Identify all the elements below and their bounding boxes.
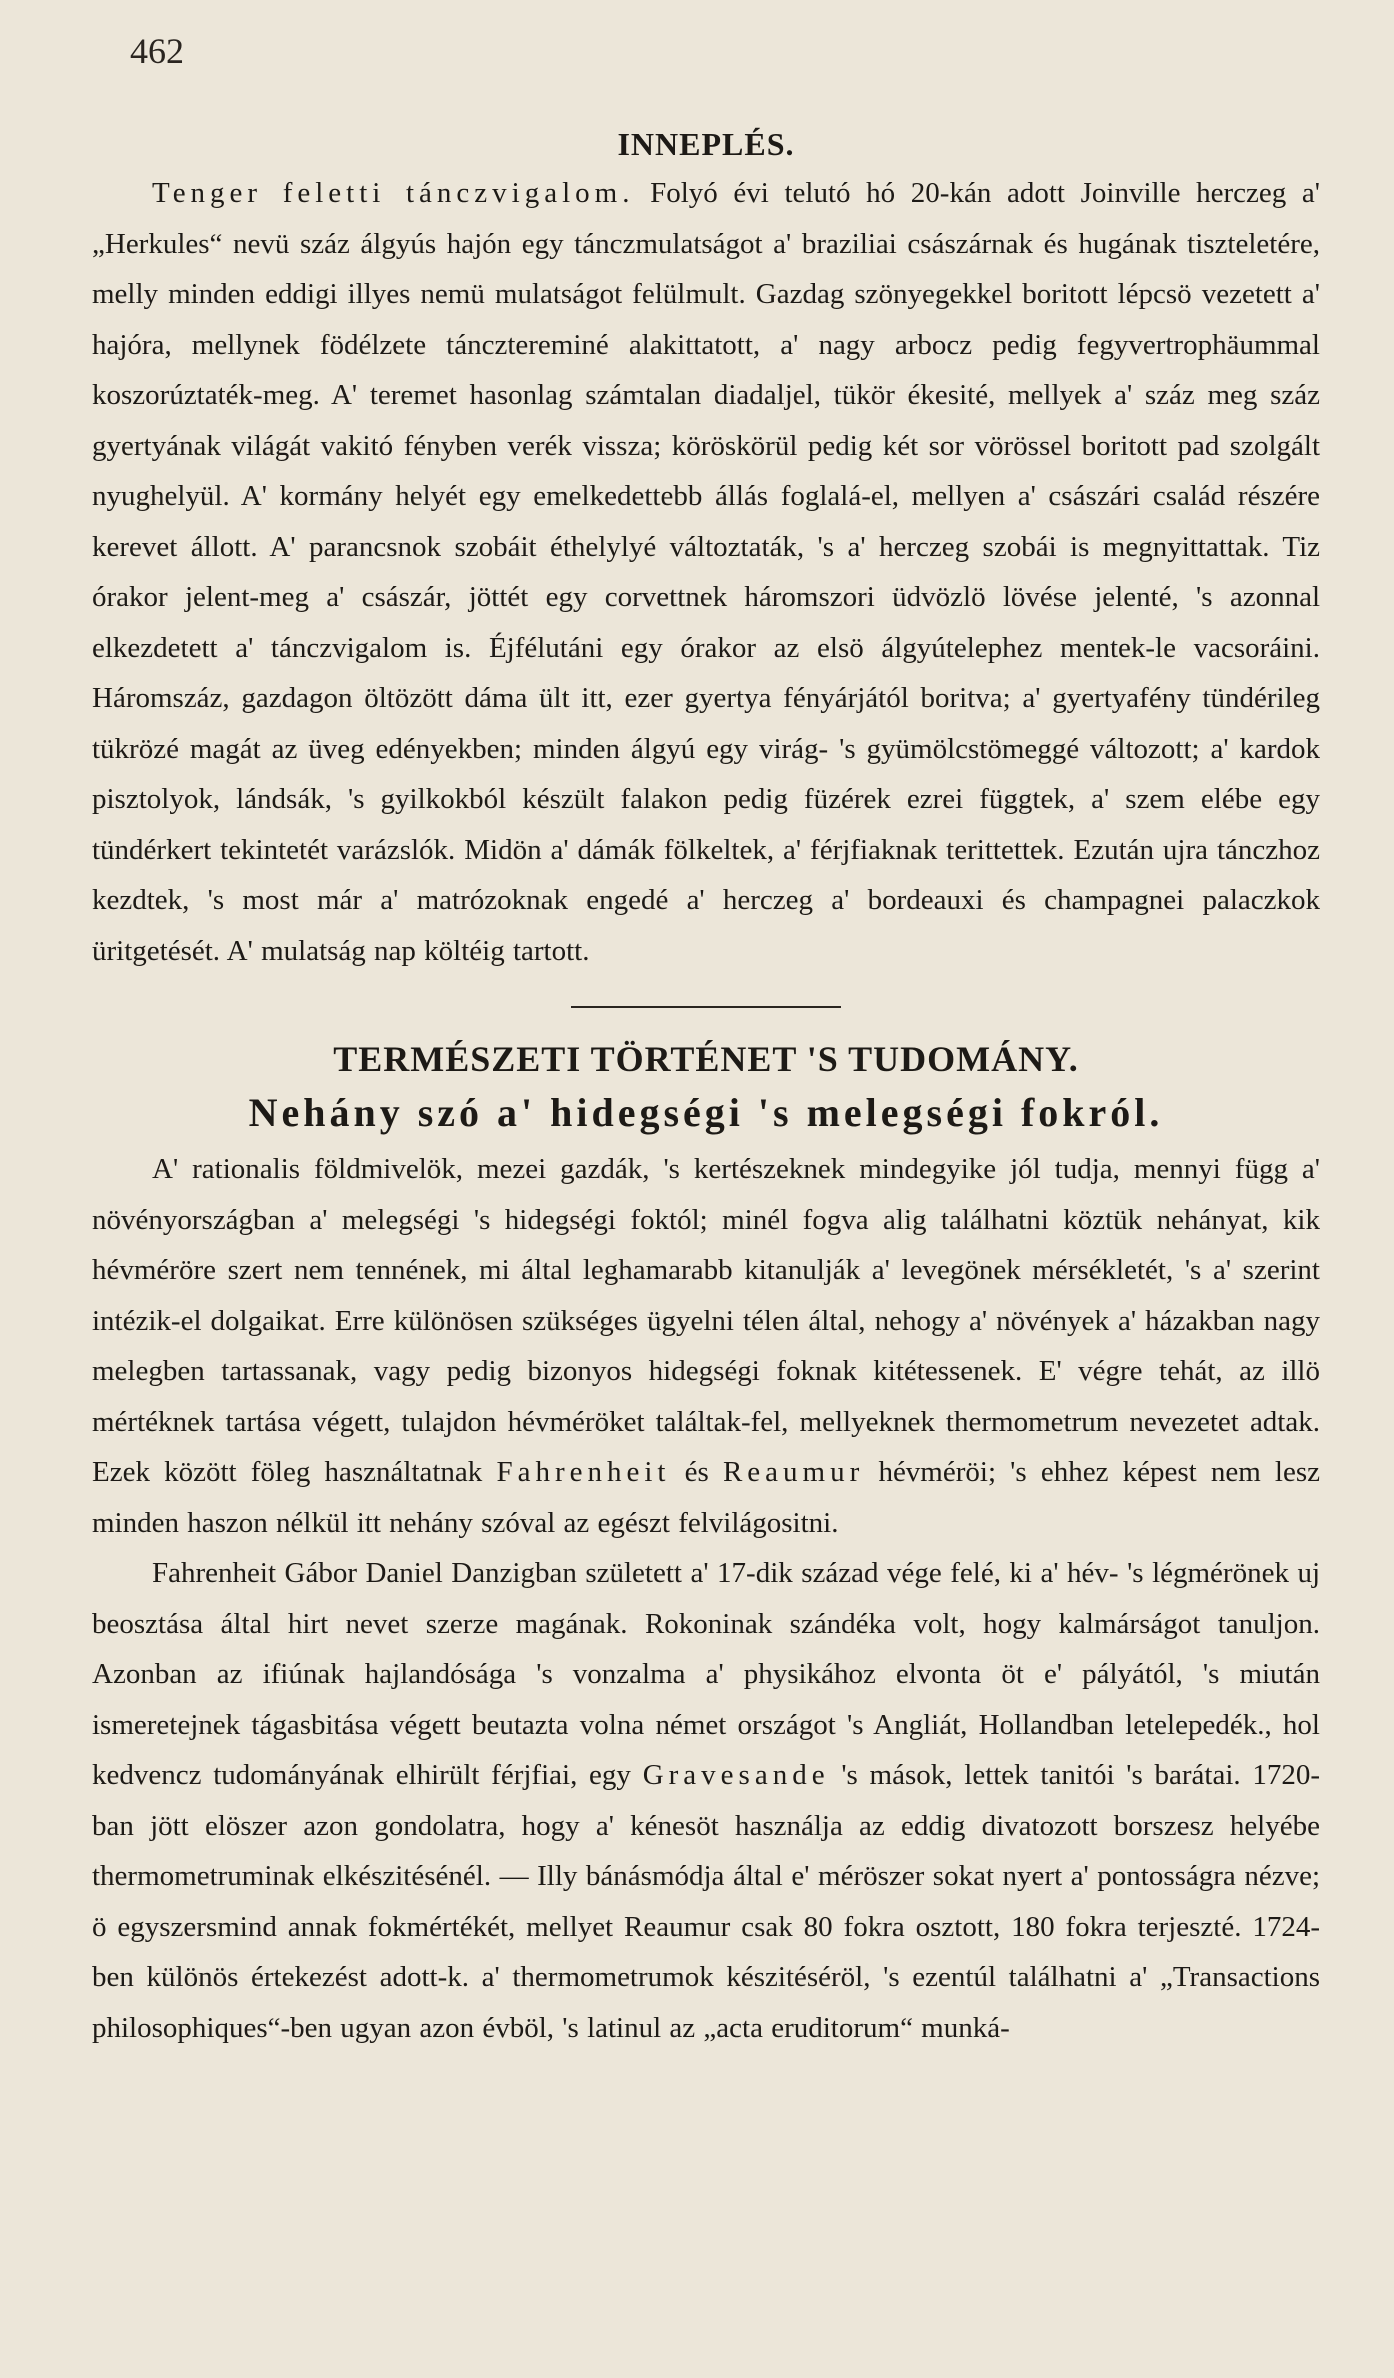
article-subtitle: Nehány szó a' hidegségi 's melegségi fokról. xyxy=(248,1090,1164,1135)
paragraph-1-text-a: A' rationalis földmivelök, mezei gazdák, 's kertészeknek mindegyike jól tudja, mennyi függ a' növényországban a' melegségi 's hidegségi foktól; minél fogva alig találhatni köztük nehányat, kik hévméröre szert nem tennének, mi által leghamarabb kitanulják a' levegönek mérsékletét, 's a' szerint intézik-el dolgaikat. Erre különösen szükséges ügyelni télen által, nehogy a' növények a' házakban nagy melegben tartassanak, vagy pedig bizonyos hidegségi foknak kitétessenek. E' végre tehát, az illö mértéknek tartása végett, tulajdon hévméröket találtak-fel, mellyeknek thermometrum nevezetet adtak. Ezek között föleg használtatnak xyxy=(92,1153,1320,1488)
paragraph-2-text-b: 's mások, lettek tanitói 's barátai. 1720-ban jött elöszer azon gondolatra, hogy a' kénesöt használja az eddig divatozott borszesz helyébe thermometruminak elkészitésénél. — Illy bánásmódja által e' méröszer sokat nyert a' pontosságra nézve; ö egyszersmind annak fokmértékét, mellyet Reaumur csak 80 fokra osztott, 180 fokra terjeszté. 1724-ben különös értekezést adott-k. a' thermometrumok készitéséröl, 's ezentúl találhatni a' „Transactions philosophiques“-ben ugyan azon évböl, 's latinul az „acta eruditorum“ munká- xyxy=(92,1759,1321,2044)
name-reaumur: Reaumur xyxy=(722,1456,865,1488)
page-number: 462 xyxy=(130,31,184,71)
paragraph-2 xyxy=(92,1548,1320,2053)
paragraph-1-text-b: hévméröi; 's ehhez képest nem lesz minden haszon nélkül itt nehány szóval az egészt felvilágositni. xyxy=(92,1456,1320,1539)
paragraph-2-text-a: Fahrenheit Gábor Daniel Danzigban született a' 17-dik század vége felé, ki a' hév- 's légmérönek uj beosztása által hirt nevet szerze magának. Rokoninak szándéka volt, hogy kalmárságot tanuljon. Azonban az ifiúnak hajlandósága 's vonzalma a' physikához elvonta öt e' pályától, 's miután ismeretejnek tágasbitása végett beutazta volna német országot 's Angliát, Hollandban letelepedék., hol kedvencz tudományának elhirült férjfiai, egy xyxy=(92,1557,1320,1791)
section-divider xyxy=(571,1006,841,1008)
article-body: Folyó évi telutó hó 20-kán adott Joinville herczeg a' „Herkules“ nevü száz álgyús hajón egy tánczmulatságot a' braziliai császárnak és hugának tiszteletére, melly minden eddigi illyes nemü mulatságot felülmult. Gazdag szönyegekkel boritott lépcsö vezetett a' hajóra, mellynek födélzete táncztereminé alakittatott, a' nagy arbocz pedig fegyvertrophäummal koszorúztaték-meg. A' teremet hasonlag számtalan diadaljel, tükör ékesité, mellyek a' száz meg száz gyertyának világát vakitó fényben verék vissza; köröskörül pedig két sor vörössel boritott pad szolgált nyughelyül. A' kormány helyét egy emelkedettebb állás foglalá-el, mellyen a' császári család részére kerevet állott. A' parancsnok szobáit éthelylyé változtaták, 's a' herczeg szobái is megnyittattak. Tiz órakor jelent-meg a' császár, jöttét egy corvettnek háromszori üdvözlö lövése jelenté, 's azonnal elkezdetett a' tánczvigalom is. Éjfélutáni egy órakor az elsö álgyútelephez mentek-le vacsoráini. Háromszáz, gazdagon öltözött dáma ült itt, ezer gyertya fényárjától boritva; a' gyertyafény tündérileg tükrözé magát az üveg edényekben; minden álgyú egy virág- 's gyümölcstömeggé változott; a' kardok pisztolyok, lándsák, 's gyilkokból készült falakon pedig füzérek ezrei függtek, a' szem elébe egy tündérkert tekintetét varázslók. Midön a' dámák fölkeltek, a' férjfiaknak terittettek. Ezután ujra tánczhoz kezdtek, 's most már a' matrózoknak engedé a' herczeg a' bordeauxi és champagnei palaczkok üritgetését. A' mulatság nap költéig tartott. xyxy=(92,177,1320,967)
name-gravesande: Gravesande xyxy=(642,1759,830,1791)
paragraph-1 xyxy=(92,1144,1320,1548)
paragraph-innepeles xyxy=(92,168,1320,976)
page-content xyxy=(92,120,1320,2053)
section-title-innepeles: INNEPLÉS. xyxy=(617,126,795,162)
paragraph-1-conj: és xyxy=(684,1456,709,1488)
section-title-termeszeti: TERMÉSZETI TÖRTÉNET 'S TUDOMÁNY. xyxy=(333,1039,1079,1079)
article-lead: Tenger feletti tánczvigalom. xyxy=(152,177,635,209)
name-fahrenheit: Fahrenheit xyxy=(496,1456,671,1488)
